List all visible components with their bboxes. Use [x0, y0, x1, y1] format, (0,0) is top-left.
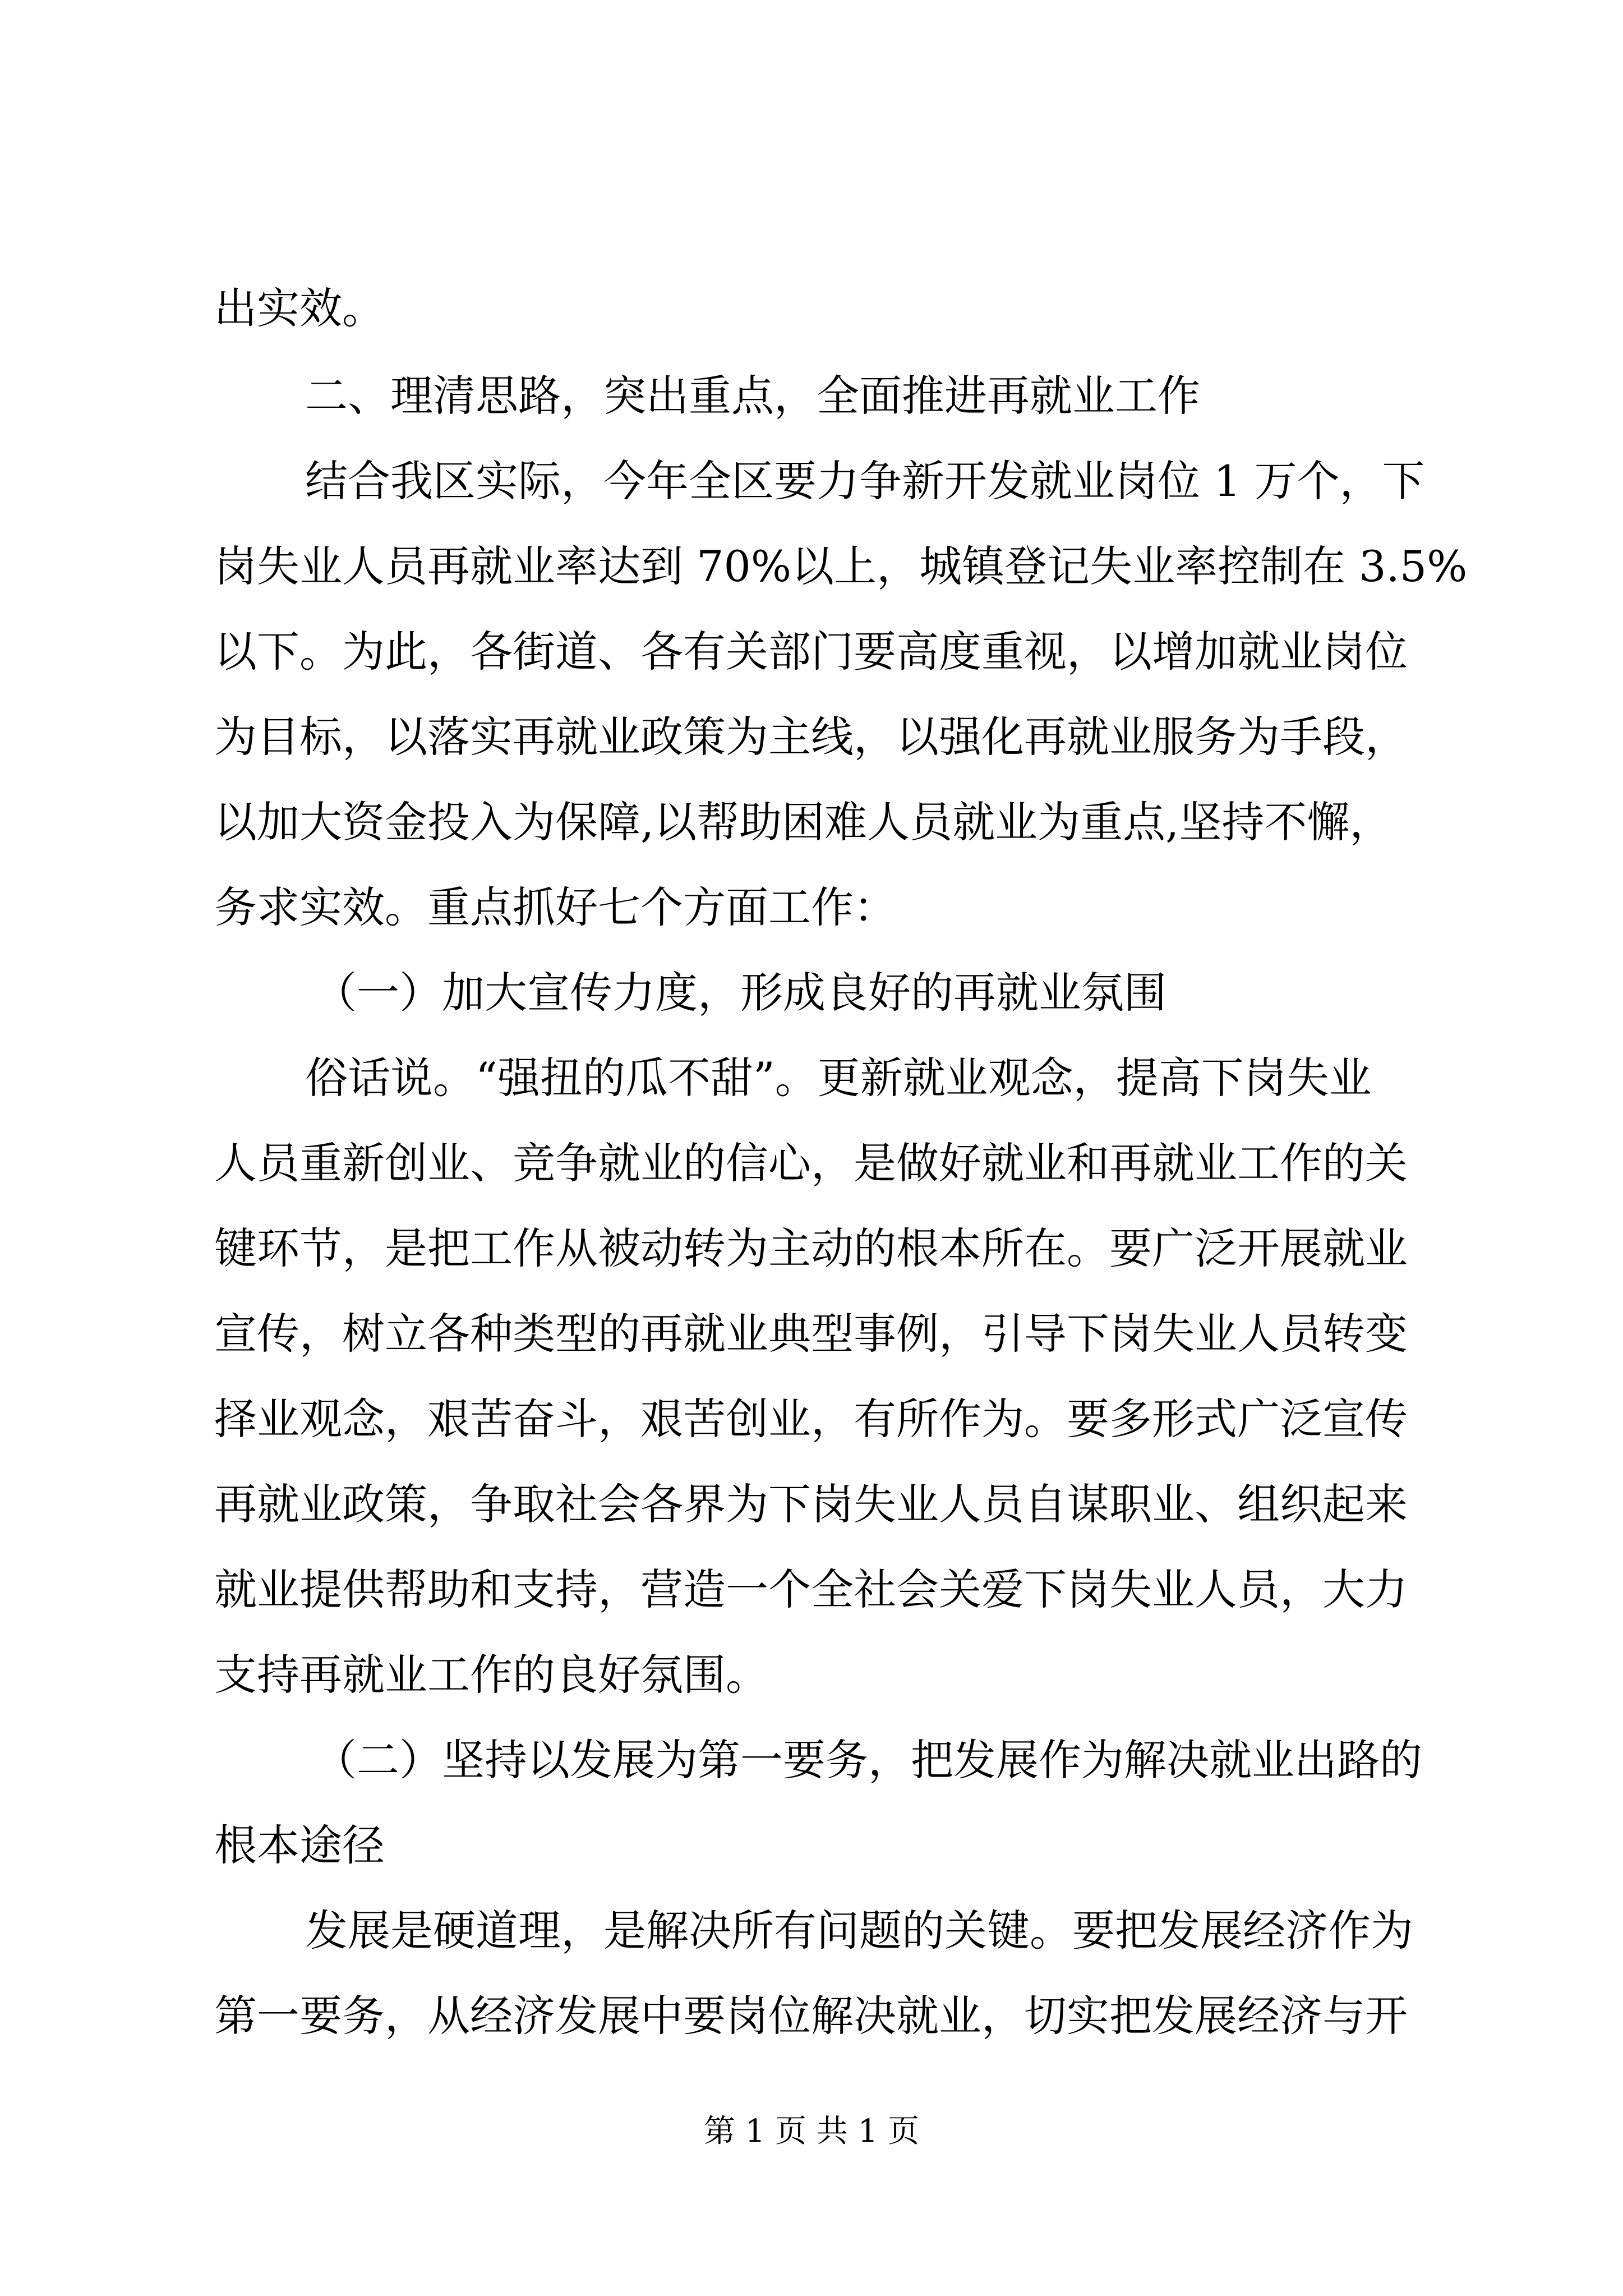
body-text-line: 务求实效。重点抓好七个方面工作： — [214, 882, 896, 932]
body-text-line: 发展是硬道理，是解决所有问题的关键。要把发展经济作为 — [305, 1906, 1413, 1955]
body-text-line: 岗失业人员再就业率达到 70%以上，城镇登记失业率控制在 3.5% — [214, 541, 1468, 591]
body-text-line: 就业提供帮助和支持，营造一个全社会关爱下岗失业人员，大力 — [214, 1565, 1408, 1614]
subsection-heading: （一）加大宣传力度，形成良好的再就业氛围 — [314, 968, 1166, 1018]
body-text-line: 以加大资金投入为保障,以帮助困难人员就业为重点,坚持不懈， — [214, 797, 1393, 847]
body-text-line: 俗话说。“强扭的瓜不甜”。更新就业观念，提高下岗失业 — [305, 1053, 1372, 1103]
subsection-heading: （二）坚持以发展为第一要务，把发展作为解决就业出路的 — [314, 1735, 1422, 1785]
section-heading: 二、理清思路，突出重点，全面推进再就业工作 — [305, 371, 1200, 421]
body-text-line: 人员重新创业、竞争就业的信心，是做好就业和再就业工作的关 — [214, 1138, 1408, 1188]
body-text-line: 再就业政策，争取社会各界为下岗失业人员自谋职业、组织起来 — [214, 1479, 1408, 1529]
body-text-line: 支持再就业工作的良好氛围。 — [214, 1650, 768, 1700]
body-text-line: 键环节，是把工作从被动转为主动的根本所在。要广泛开展就业 — [214, 1223, 1408, 1273]
body-text-line: 宣传，树立各种类型的再就业典型事例，引导下岗失业人员转变 — [214, 1309, 1408, 1359]
body-text-line: 第一要务，从经济发展中要岗位解决就业，切实把发展经济与开 — [214, 1991, 1408, 2041]
body-text-line: 结合我区实际，今年全区要力争新开发就业岗位 1 万个，下 — [305, 456, 1425, 506]
body-text-line: 为目标，以落实再就业政策为主线，以强化再就业服务为手段， — [214, 712, 1408, 762]
page-number-footer: 第 1 页 共 1 页 — [703, 2113, 920, 2150]
subsection-heading-continued: 根本途径 — [214, 1820, 385, 1870]
body-text-line: 以下。为此，各街道、各有关部门要高度重视，以增加就业岗位 — [214, 627, 1408, 677]
body-text-line: 择业观念，艰苦奋斗，艰苦创业，有所作为。要多形式广泛宣传 — [214, 1394, 1408, 1444]
body-text-line: 出实效。 — [214, 283, 385, 333]
